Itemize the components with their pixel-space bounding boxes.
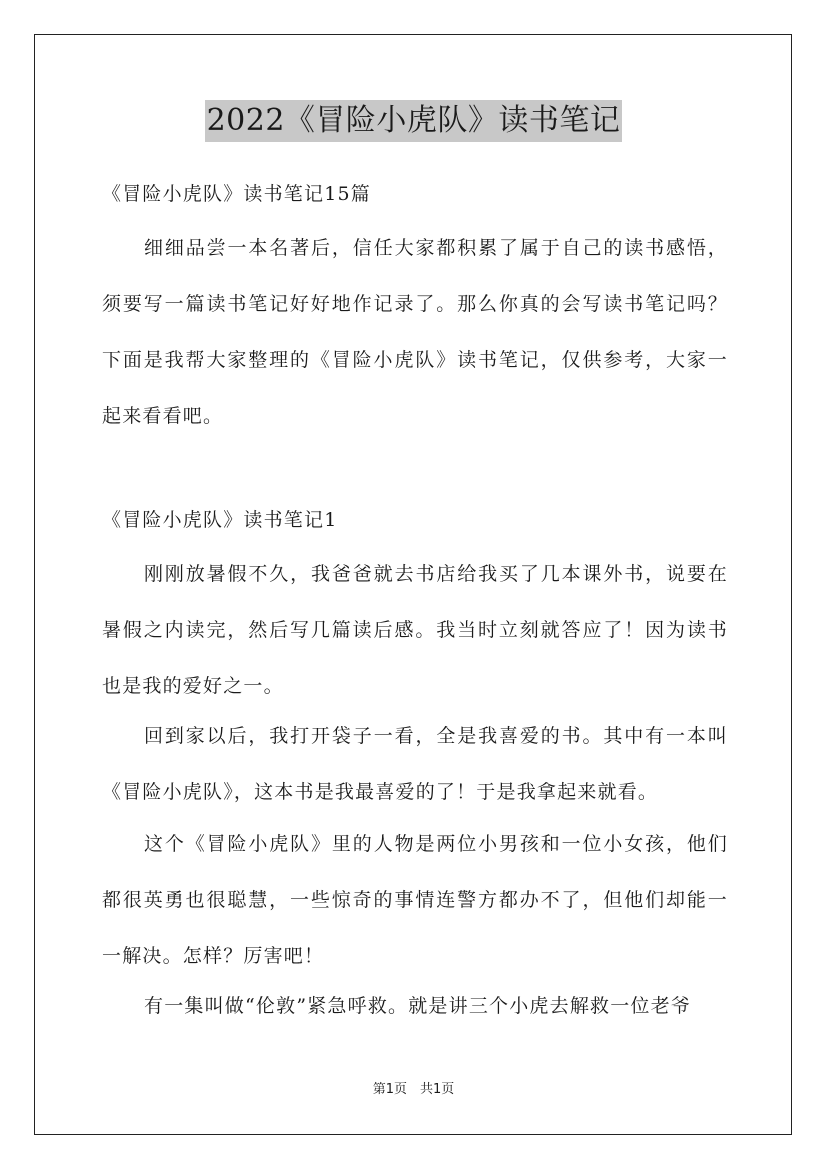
body-paragraph: 回到家以后，我打开袋子一看，全是我喜爱的书。其中有一本叫《冒险小虎队》，这本书是我最喜爱的了！于是我拿起来就看。 [102, 725, 728, 803]
section-heading: 《冒险小虎队》读书笔记1 [102, 509, 338, 531]
page-number: 第1页 共1页 [372, 1082, 455, 1097]
body-paragraph: 这个《冒险小虎队》里的人物是两位小男孩和一位小女孩，他们都很英勇也很聪慧，一些惊奇的事情连警方都办不了，但他们却能一一解决。怎样？厉害吧！ [102, 833, 728, 967]
intro-paragraph: 细细品尝一本名著后，信任大家都积累了属于自己的读书感悟，须要写一篇读书笔记好好地作记录了。那么你真的会写读书笔记吗？下面是我帮大家整理的《冒险小虎队》读书笔记，仅供参考，大家一起来看看吧。 [102, 237, 728, 427]
body-paragraph: 刚刚放暑假不久，我爸爸就去书店给我买了几本课外书，说要在暑假之内读完，然后写几篇读后感。我当时立刻就答应了！因为读书也是我的爱好之一。 [102, 563, 728, 697]
body-paragraph: 有一集叫做“伦敦”紧急呼救。就是讲三个小虎去解救一位老爷 [144, 995, 692, 1017]
document-title [0, 100, 827, 142]
document-subtitle: 《冒险小虎队》读书笔记15篇 [102, 183, 371, 205]
document-title-text: 2022《冒险小虎队》读书笔记 [205, 100, 623, 142]
